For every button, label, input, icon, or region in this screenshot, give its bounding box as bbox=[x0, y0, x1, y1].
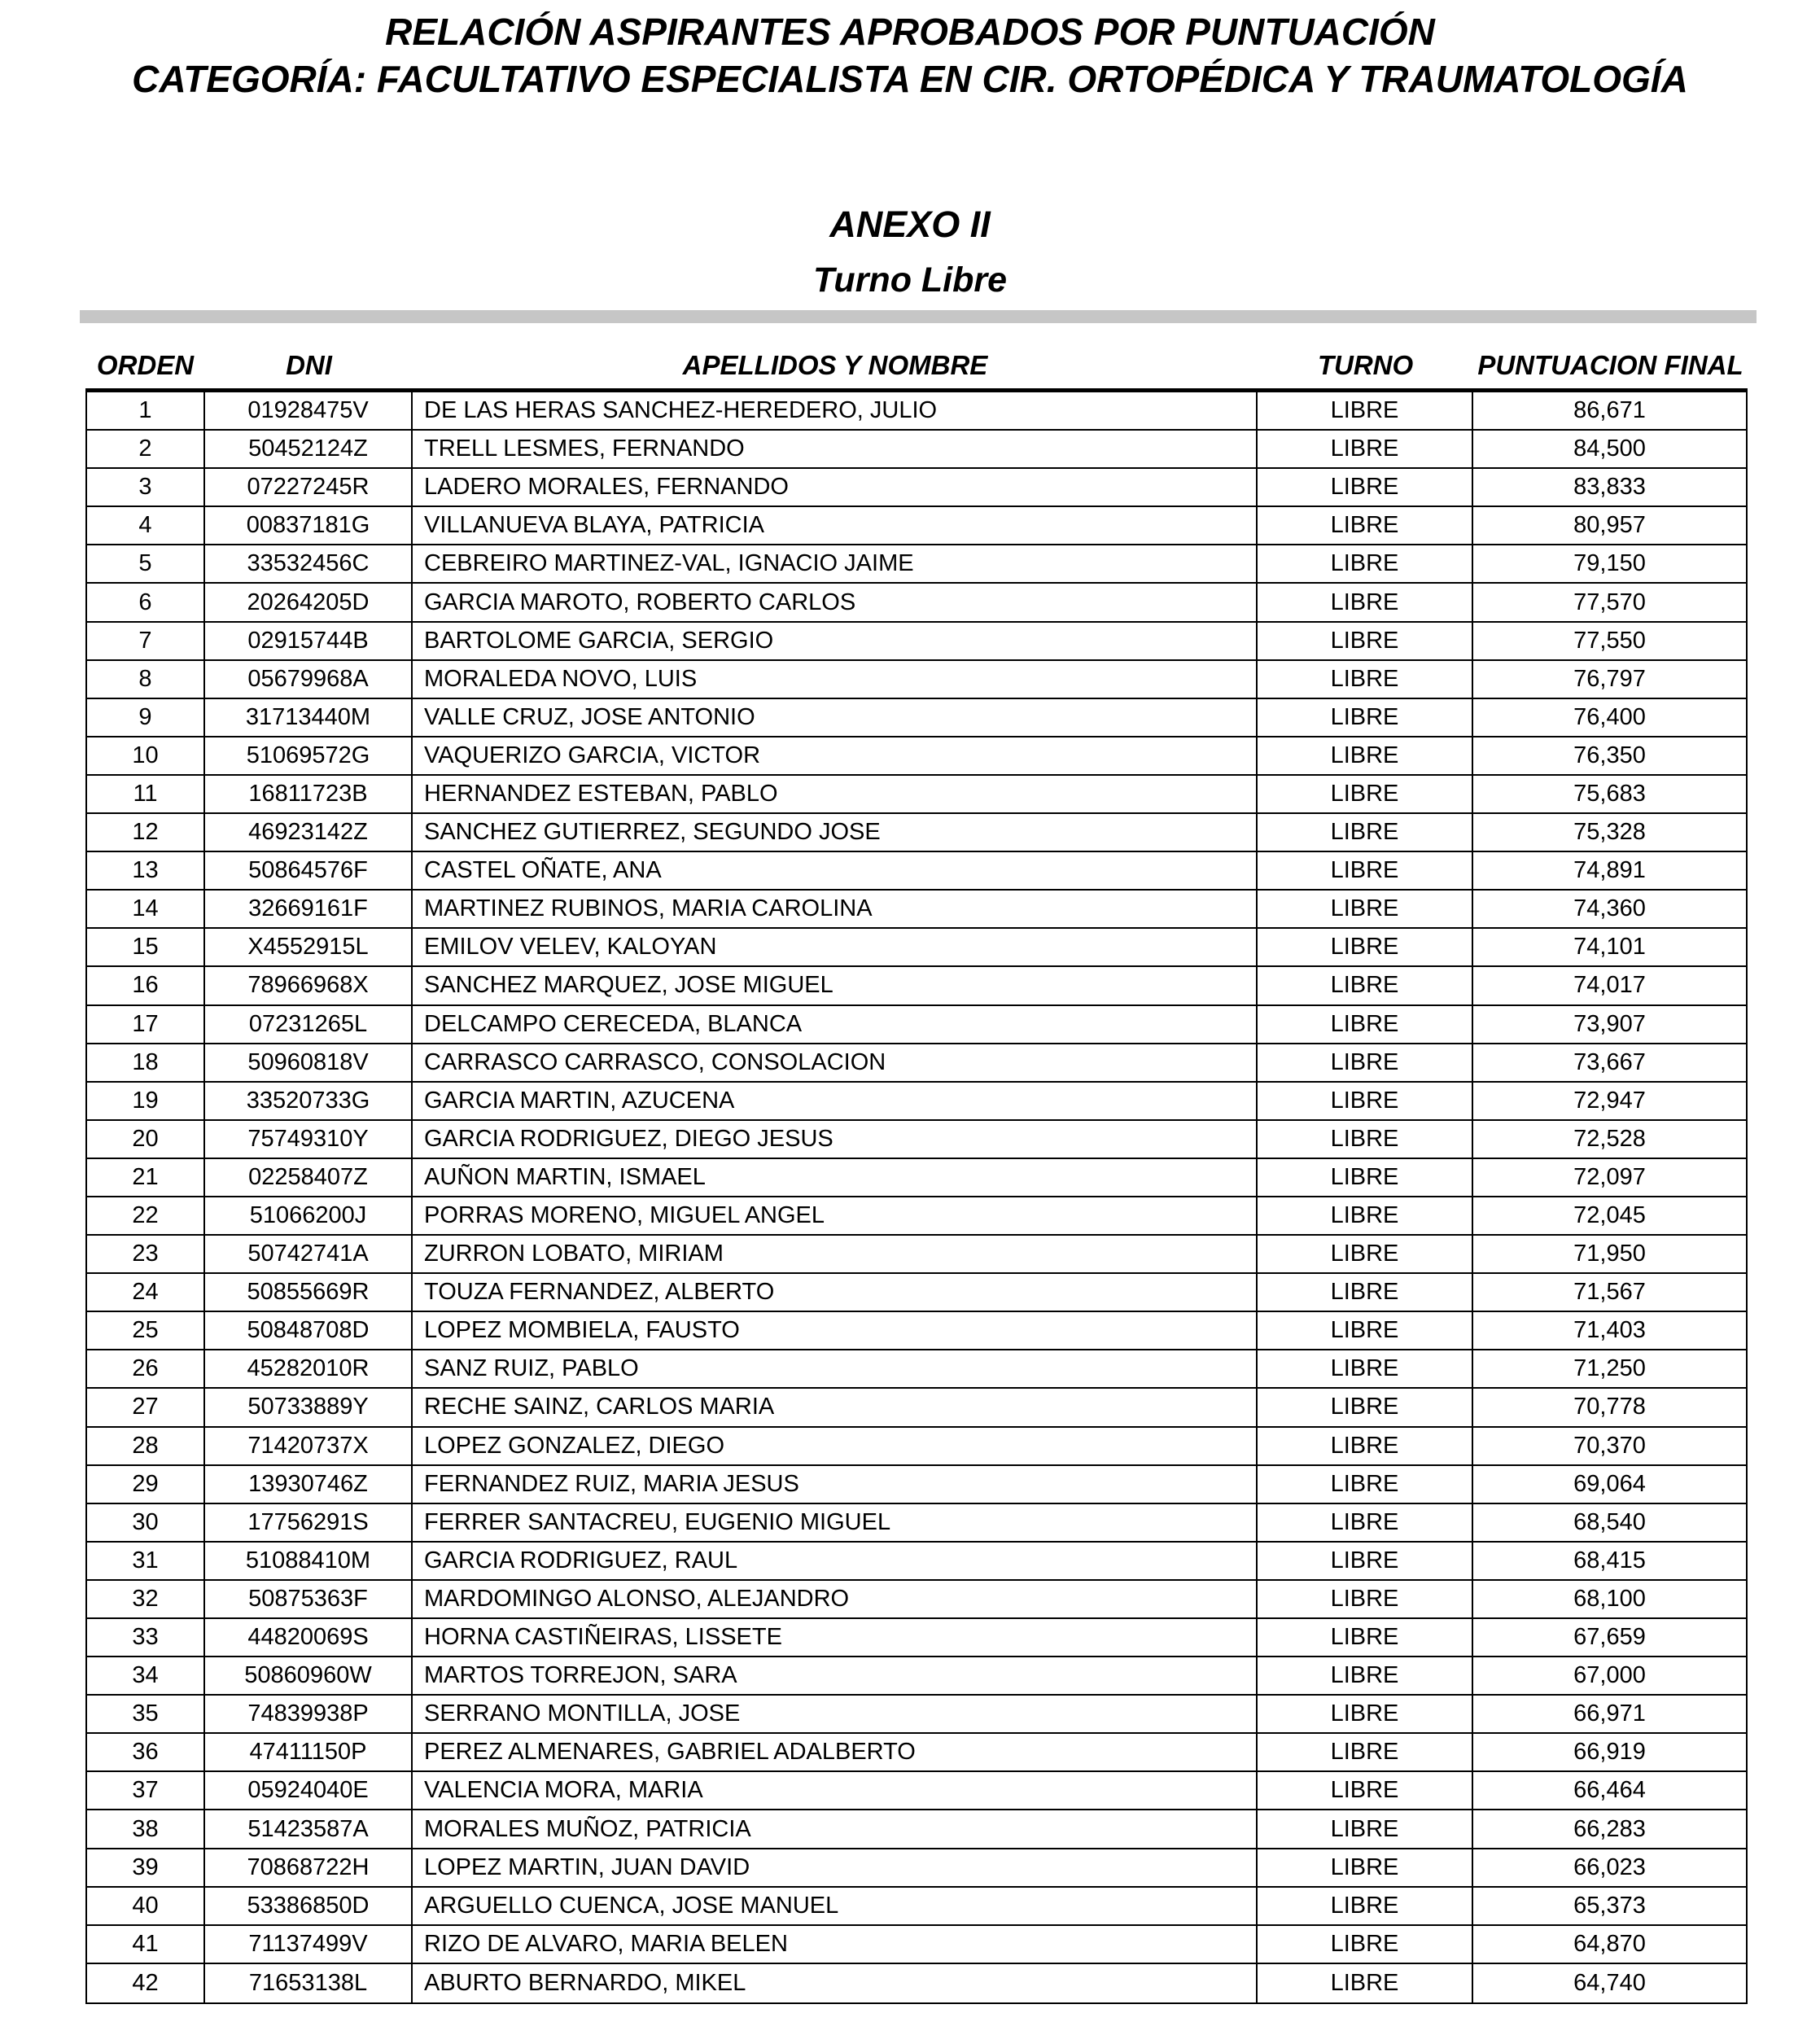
cell-turno: LIBRE bbox=[1258, 1696, 1473, 1732]
cell-dni: 44820069S bbox=[205, 1619, 413, 1656]
cell-puntuacion: 73,907 bbox=[1573, 1010, 1646, 1037]
cell-orden: 41 bbox=[87, 1926, 205, 1963]
cell-dni: 13930746Z bbox=[205, 1466, 413, 1503]
cell-turno: LIBRE bbox=[1258, 1504, 1473, 1541]
cell-turno: LIBRE bbox=[1258, 1044, 1473, 1081]
cell-dni: 32669161F bbox=[205, 891, 413, 927]
cell-turno: LIBRE bbox=[1258, 1926, 1473, 1963]
document-title-line1: RELACIÓN ASPIRANTES APROBADOS POR PUNTUACIÓN bbox=[385, 11, 1435, 53]
cell-turno: LIBRE bbox=[1258, 1772, 1473, 1809]
table-row bbox=[87, 891, 1746, 929]
cell-dni: 17756291S bbox=[205, 1504, 413, 1541]
cell-dni: 00837181G bbox=[205, 507, 413, 544]
cell-dni: 02258407Z bbox=[205, 1159, 413, 1196]
cell-nombre: CEBREIRO MARTINEZ-VAL, IGNACIO JAIME bbox=[413, 545, 1258, 582]
cell-turno: LIBRE bbox=[1258, 1083, 1473, 1119]
cell-puntuacion: 67,000 bbox=[1573, 1662, 1646, 1689]
cell-nombre: PEREZ ALMENARES, GABRIEL ADALBERTO bbox=[413, 1734, 1258, 1770]
table-row bbox=[87, 1926, 1746, 1964]
cell-puntuacion: 84,500 bbox=[1573, 435, 1646, 462]
cell-dni: 53386850D bbox=[205, 1888, 413, 1924]
cell-orden: 38 bbox=[87, 1810, 205, 1847]
cell-dni: 50855669R bbox=[205, 1274, 413, 1311]
table-row bbox=[87, 623, 1746, 661]
table-row bbox=[87, 584, 1746, 622]
cell-turno: LIBRE bbox=[1258, 852, 1473, 889]
cell-puntuacion: 65,373 bbox=[1573, 1892, 1646, 1919]
cell-turno: LIBRE bbox=[1258, 584, 1473, 620]
cell-dni: 50860960W bbox=[205, 1657, 413, 1694]
cell-nombre: HERNANDEZ ESTEBAN, PABLO bbox=[413, 776, 1258, 812]
cell-turno: LIBRE bbox=[1258, 1964, 1473, 2002]
cell-puntuacion: 77,570 bbox=[1573, 589, 1646, 615]
table-row bbox=[87, 852, 1746, 891]
cell-orden: 42 bbox=[87, 1964, 205, 2002]
cell-puntuacion: 75,328 bbox=[1573, 819, 1646, 846]
cell-nombre: FERRER SANTACREU, EUGENIO MIGUEL bbox=[413, 1504, 1258, 1541]
cell-orden: 36 bbox=[87, 1734, 205, 1770]
cell-dni: 51069572G bbox=[205, 737, 413, 774]
cell-dni: 51066200J bbox=[205, 1197, 413, 1234]
cell-nombre: BARTOLOME GARCIA, SERGIO bbox=[413, 623, 1258, 659]
cell-nombre: GARCIA MAROTO, ROBERTO CARLOS bbox=[413, 584, 1258, 620]
cell-turno: LIBRE bbox=[1258, 1849, 1473, 1886]
cell-turno: LIBRE bbox=[1258, 1657, 1473, 1694]
cell-nombre: FERNANDEZ RUIZ, MARIA JESUS bbox=[413, 1466, 1258, 1503]
cell-orden: 34 bbox=[87, 1657, 205, 1694]
cell-dni: 16811723B bbox=[205, 776, 413, 812]
cell-orden: 28 bbox=[87, 1428, 205, 1464]
table-row bbox=[87, 929, 1746, 967]
cell-nombre: LOPEZ MARTIN, JUAN DAVID bbox=[413, 1849, 1258, 1886]
cell-orden: 20 bbox=[87, 1121, 205, 1158]
cell-puntuacion: 70,370 bbox=[1573, 1432, 1646, 1459]
table-row bbox=[87, 1696, 1746, 1734]
cell-nombre: TOUZA FERNANDEZ, ALBERTO bbox=[413, 1274, 1258, 1311]
cell-puntuacion: 71,250 bbox=[1573, 1355, 1646, 1382]
cell-orden: 25 bbox=[87, 1312, 205, 1349]
cell-nombre: EMILOV VELEV, KALOYAN bbox=[413, 929, 1258, 965]
cell-nombre: LOPEZ GONZALEZ, DIEGO bbox=[413, 1428, 1258, 1464]
cell-nombre: HORNA CASTIÑEIRAS, LISSETE bbox=[413, 1619, 1258, 1656]
cell-puntuacion: 66,023 bbox=[1573, 1854, 1646, 1880]
cell-nombre: LOPEZ MOMBIELA, FAUSTO bbox=[413, 1312, 1258, 1349]
cell-dni: 50960818V bbox=[205, 1044, 413, 1081]
table-row bbox=[87, 469, 1746, 507]
cell-puntuacion: 66,971 bbox=[1573, 1700, 1646, 1727]
cell-orden: 10 bbox=[87, 737, 205, 774]
cell-puntuacion: 77,550 bbox=[1573, 627, 1646, 654]
cell-turno: LIBRE bbox=[1258, 1810, 1473, 1847]
cell-puntuacion: 67,659 bbox=[1573, 1624, 1646, 1651]
cell-dni: 50742741A bbox=[205, 1236, 413, 1272]
cell-dni: 74839938P bbox=[205, 1696, 413, 1732]
cell-turno: LIBRE bbox=[1258, 929, 1473, 965]
cell-dni: 50848708D bbox=[205, 1312, 413, 1349]
cell-puntuacion: 71,950 bbox=[1573, 1241, 1646, 1267]
cell-turno: LIBRE bbox=[1258, 967, 1473, 1004]
cell-puntuacion: 66,464 bbox=[1573, 1777, 1646, 1804]
cell-nombre: MARTOS TORREJON, SARA bbox=[413, 1657, 1258, 1694]
cell-dni: 33532456C bbox=[205, 545, 413, 582]
table-row bbox=[87, 1428, 1746, 1466]
cell-turno: LIBRE bbox=[1258, 1312, 1473, 1349]
cell-turno: LIBRE bbox=[1258, 1159, 1473, 1196]
cell-dni: 50875363F bbox=[205, 1581, 413, 1617]
separator-bar bbox=[80, 310, 1757, 323]
cell-nombre: MARDOMINGO ALONSO, ALEJANDRO bbox=[413, 1581, 1258, 1617]
cell-puntuacion: 66,283 bbox=[1573, 1815, 1646, 1842]
cell-nombre: VILLANUEVA BLAYA, PATRICIA bbox=[413, 507, 1258, 544]
cell-dni: X4552915L bbox=[205, 929, 413, 965]
table-row bbox=[87, 1312, 1746, 1350]
cell-turno: LIBRE bbox=[1258, 737, 1473, 774]
cell-puntuacion: 76,797 bbox=[1573, 665, 1646, 692]
table-row bbox=[87, 814, 1746, 852]
cell-orden: 2 bbox=[87, 431, 205, 467]
cell-dni: 75749310Y bbox=[205, 1121, 413, 1158]
cell-orden: 8 bbox=[87, 661, 205, 698]
cell-turno: LIBRE bbox=[1258, 1006, 1473, 1043]
cell-puntuacion: 86,671 bbox=[1573, 397, 1646, 424]
table-row bbox=[87, 1810, 1746, 1849]
table-row bbox=[87, 699, 1746, 737]
cell-orden: 19 bbox=[87, 1083, 205, 1119]
cell-puntuacion: 80,957 bbox=[1573, 512, 1646, 539]
cell-puntuacion: 72,528 bbox=[1573, 1125, 1646, 1152]
table-row bbox=[87, 545, 1746, 584]
column-header-apellidos-nombre: APELLIDOS Y NOMBRE bbox=[682, 350, 988, 380]
table-row bbox=[87, 1236, 1746, 1274]
cell-turno: LIBRE bbox=[1258, 507, 1473, 544]
cell-orden: 37 bbox=[87, 1772, 205, 1809]
table-row bbox=[87, 1274, 1746, 1312]
table-row bbox=[87, 1734, 1746, 1772]
cell-puntuacion: 71,403 bbox=[1573, 1317, 1646, 1344]
cell-orden: 33 bbox=[87, 1619, 205, 1656]
table-row bbox=[87, 1581, 1746, 1619]
cell-turno: LIBRE bbox=[1258, 776, 1473, 812]
cell-nombre: LADERO MORALES, FERNANDO bbox=[413, 469, 1258, 505]
cell-turno: LIBRE bbox=[1258, 699, 1473, 736]
cell-puntuacion: 69,064 bbox=[1573, 1470, 1646, 1497]
cell-orden: 3 bbox=[87, 469, 205, 505]
cell-orden: 24 bbox=[87, 1274, 205, 1311]
column-header-dni: DNI bbox=[286, 350, 332, 380]
cell-nombre: MARTINEZ RUBINOS, MARIA CAROLINA bbox=[413, 891, 1258, 927]
cell-nombre: MORALEDA NOVO, LUIS bbox=[413, 661, 1258, 698]
cell-turno: LIBRE bbox=[1258, 1428, 1473, 1464]
table-row bbox=[87, 1543, 1746, 1581]
document-title-line2: CATEGORÍA: FACULTATIVO ESPECIALISTA EN CIR. ORTOPÉDICA Y TRAUMATOLOGÍA bbox=[132, 58, 1688, 100]
cell-nombre: SANCHEZ GUTIERREZ, SEGUNDO JOSE bbox=[413, 814, 1258, 851]
cell-puntuacion: 64,870 bbox=[1573, 1930, 1646, 1957]
cell-orden: 32 bbox=[87, 1581, 205, 1617]
cell-dni: 07231265L bbox=[205, 1006, 413, 1043]
column-header-puntuacion-final: PUNTUACION FINAL bbox=[1477, 350, 1743, 380]
cell-nombre: SANZ RUIZ, PABLO bbox=[413, 1350, 1258, 1387]
cell-orden: 9 bbox=[87, 699, 205, 736]
cell-turno: LIBRE bbox=[1258, 1734, 1473, 1770]
cell-orden: 17 bbox=[87, 1006, 205, 1043]
cell-nombre: GARCIA RODRIGUEZ, DIEGO JESUS bbox=[413, 1121, 1258, 1158]
cell-turno: LIBRE bbox=[1258, 1197, 1473, 1234]
cell-dni: 05924040E bbox=[205, 1772, 413, 1809]
cell-turno: LIBRE bbox=[1258, 1466, 1473, 1503]
cell-dni: 50733889Y bbox=[205, 1389, 413, 1425]
cell-orden: 14 bbox=[87, 891, 205, 927]
table-row bbox=[87, 1657, 1746, 1696]
cell-nombre: RIZO DE ALVARO, MARIA BELEN bbox=[413, 1926, 1258, 1963]
cell-dni: 50452124Z bbox=[205, 431, 413, 467]
cell-puntuacion: 76,350 bbox=[1573, 742, 1646, 768]
cell-turno: LIBRE bbox=[1258, 469, 1473, 505]
results-table-body bbox=[85, 388, 1748, 2004]
cell-puntuacion: 72,097 bbox=[1573, 1163, 1646, 1190]
cell-dni: 46923142Z bbox=[205, 814, 413, 851]
cell-turno: LIBRE bbox=[1258, 814, 1473, 851]
annex-subtitle: Turno Libre bbox=[812, 260, 1008, 300]
cell-orden: 35 bbox=[87, 1696, 205, 1732]
cell-turno: LIBRE bbox=[1258, 623, 1473, 659]
cell-puntuacion: 74,101 bbox=[1573, 934, 1646, 961]
cell-dni: 33520733G bbox=[205, 1083, 413, 1119]
cell-orden: 1 bbox=[87, 392, 205, 429]
cell-orden: 5 bbox=[87, 545, 205, 582]
table-row bbox=[87, 1389, 1746, 1427]
cell-puntuacion: 74,017 bbox=[1573, 972, 1646, 999]
table-row bbox=[87, 1504, 1746, 1543]
cell-turno: LIBRE bbox=[1258, 1581, 1473, 1617]
cell-turno: LIBRE bbox=[1258, 1236, 1473, 1272]
cell-orden: 40 bbox=[87, 1888, 205, 1924]
cell-orden: 16 bbox=[87, 967, 205, 1004]
cell-orden: 11 bbox=[87, 776, 205, 812]
table-row bbox=[87, 1044, 1746, 1083]
table-row bbox=[87, 507, 1746, 545]
cell-orden: 6 bbox=[87, 584, 205, 620]
cell-turno: LIBRE bbox=[1258, 1274, 1473, 1311]
table-row bbox=[87, 1159, 1746, 1197]
table-row bbox=[87, 1006, 1746, 1044]
cell-puntuacion: 75,683 bbox=[1573, 780, 1646, 807]
cell-puntuacion: 68,415 bbox=[1573, 1547, 1646, 1573]
cell-orden: 29 bbox=[87, 1466, 205, 1503]
cell-orden: 15 bbox=[87, 929, 205, 965]
cell-nombre: ZURRON LOBATO, MIRIAM bbox=[413, 1236, 1258, 1272]
cell-orden: 31 bbox=[87, 1543, 205, 1579]
cell-dni: 47411150P bbox=[205, 1734, 413, 1770]
cell-turno: LIBRE bbox=[1258, 1389, 1473, 1425]
cell-orden: 12 bbox=[87, 814, 205, 851]
cell-dni: 50864576F bbox=[205, 852, 413, 889]
cell-dni: 02915744B bbox=[205, 623, 413, 659]
table-row bbox=[87, 737, 1746, 776]
column-header-turno: TURNO bbox=[1317, 350, 1414, 380]
table-row bbox=[87, 1849, 1746, 1888]
annex-title: ANEXO II bbox=[829, 204, 991, 245]
cell-turno: LIBRE bbox=[1258, 1350, 1473, 1387]
cell-dni: 01928475V bbox=[205, 392, 413, 429]
cell-turno: LIBRE bbox=[1258, 392, 1473, 429]
table-row bbox=[87, 967, 1746, 1005]
cell-orden: 21 bbox=[87, 1159, 205, 1196]
table-row bbox=[87, 1121, 1746, 1159]
cell-puntuacion: 72,045 bbox=[1573, 1202, 1646, 1229]
cell-nombre: CARRASCO CARRASCO, CONSOLACION bbox=[413, 1044, 1258, 1081]
cell-orden: 30 bbox=[87, 1504, 205, 1541]
table-row bbox=[87, 1619, 1746, 1657]
cell-dni: 05679968A bbox=[205, 661, 413, 698]
cell-nombre: DELCAMPO CERECEDA, BLANCA bbox=[413, 1006, 1258, 1043]
cell-puntuacion: 76,400 bbox=[1573, 703, 1646, 730]
cell-nombre: GARCIA RODRIGUEZ, RAUL bbox=[413, 1543, 1258, 1579]
cell-nombre: CASTEL OÑATE, ANA bbox=[413, 852, 1258, 889]
cell-nombre: PORRAS MORENO, MIGUEL ANGEL bbox=[413, 1197, 1258, 1234]
cell-orden: 26 bbox=[87, 1350, 205, 1387]
cell-dni: 51423587A bbox=[205, 1810, 413, 1847]
cell-puntuacion: 83,833 bbox=[1573, 474, 1646, 501]
cell-turno: LIBRE bbox=[1258, 431, 1473, 467]
cell-puntuacion: 68,100 bbox=[1573, 1585, 1646, 1612]
cell-orden: 39 bbox=[87, 1849, 205, 1886]
cell-puntuacion: 71,567 bbox=[1573, 1279, 1646, 1306]
cell-nombre: ABURTO BERNARDO, MIKEL bbox=[413, 1964, 1258, 2002]
cell-turno: LIBRE bbox=[1258, 1888, 1473, 1924]
cell-turno: LIBRE bbox=[1258, 1619, 1473, 1656]
cell-puntuacion: 79,150 bbox=[1573, 550, 1646, 577]
table-row bbox=[87, 392, 1746, 431]
cell-turno: LIBRE bbox=[1258, 1121, 1473, 1158]
cell-puntuacion: 64,740 bbox=[1573, 1969, 1646, 1996]
cell-puntuacion: 73,667 bbox=[1573, 1048, 1646, 1075]
table-row bbox=[87, 431, 1746, 469]
cell-dni: 70868722H bbox=[205, 1849, 413, 1886]
cell-dni: 31713440M bbox=[205, 699, 413, 736]
table-row bbox=[87, 776, 1746, 814]
cell-dni: 45282010R bbox=[205, 1350, 413, 1387]
cell-nombre: SERRANO MONTILLA, JOSE bbox=[413, 1696, 1258, 1732]
cell-nombre: VALLE CRUZ, JOSE ANTONIO bbox=[413, 699, 1258, 736]
cell-dni: 71653138L bbox=[205, 1964, 413, 2002]
column-header-orden: ORDEN bbox=[96, 350, 195, 380]
cell-puntuacion: 74,891 bbox=[1573, 857, 1646, 884]
table-row bbox=[87, 1083, 1746, 1121]
cell-nombre: ARGUELLO CUENCA, JOSE MANUEL bbox=[413, 1888, 1258, 1924]
cell-dni: 78966968X bbox=[205, 967, 413, 1004]
cell-nombre: VALENCIA MORA, MARIA bbox=[413, 1772, 1258, 1809]
cell-turno: LIBRE bbox=[1258, 661, 1473, 698]
cell-dni: 51088410M bbox=[205, 1543, 413, 1579]
cell-nombre: VAQUERIZO GARCIA, VICTOR bbox=[413, 737, 1258, 774]
cell-turno: LIBRE bbox=[1258, 1543, 1473, 1579]
table-row bbox=[87, 1888, 1746, 1926]
cell-nombre: DE LAS HERAS SANCHEZ-HEREDERO, JULIO bbox=[413, 392, 1258, 429]
cell-nombre: MORALES MUÑOZ, PATRICIA bbox=[413, 1810, 1258, 1847]
cell-nombre: AUÑON MARTIN, ISMAEL bbox=[413, 1159, 1258, 1196]
cell-puntuacion: 72,947 bbox=[1573, 1087, 1646, 1114]
cell-turno: LIBRE bbox=[1258, 891, 1473, 927]
cell-dni: 71420737X bbox=[205, 1428, 413, 1464]
table-row bbox=[87, 1964, 1746, 2002]
cell-nombre: RECHE SAINZ, CARLOS MARIA bbox=[413, 1389, 1258, 1425]
cell-dni: 20264205D bbox=[205, 584, 413, 620]
table-row bbox=[87, 1772, 1746, 1810]
cell-orden: 4 bbox=[87, 507, 205, 544]
cell-orden: 23 bbox=[87, 1236, 205, 1272]
cell-orden: 22 bbox=[87, 1197, 205, 1234]
cell-nombre: SANCHEZ MARQUEZ, JOSE MIGUEL bbox=[413, 967, 1258, 1004]
cell-puntuacion: 66,919 bbox=[1573, 1739, 1646, 1766]
cell-dni: 07227245R bbox=[205, 469, 413, 505]
table-row bbox=[87, 1350, 1746, 1389]
cell-orden: 27 bbox=[87, 1389, 205, 1425]
cell-nombre: TRELL LESMES, FERNANDO bbox=[413, 431, 1258, 467]
table-row bbox=[87, 661, 1746, 699]
cell-orden: 13 bbox=[87, 852, 205, 889]
cell-nombre: GARCIA MARTIN, AZUCENA bbox=[413, 1083, 1258, 1119]
cell-turno: LIBRE bbox=[1258, 545, 1473, 582]
table-row bbox=[87, 1466, 1746, 1504]
cell-dni: 71137499V bbox=[205, 1926, 413, 1963]
cell-puntuacion: 74,360 bbox=[1573, 895, 1646, 922]
cell-orden: 7 bbox=[87, 623, 205, 659]
cell-puntuacion: 70,778 bbox=[1573, 1394, 1646, 1420]
cell-puntuacion: 68,540 bbox=[1573, 1508, 1646, 1535]
table-row bbox=[87, 1197, 1746, 1236]
cell-orden: 18 bbox=[87, 1044, 205, 1081]
